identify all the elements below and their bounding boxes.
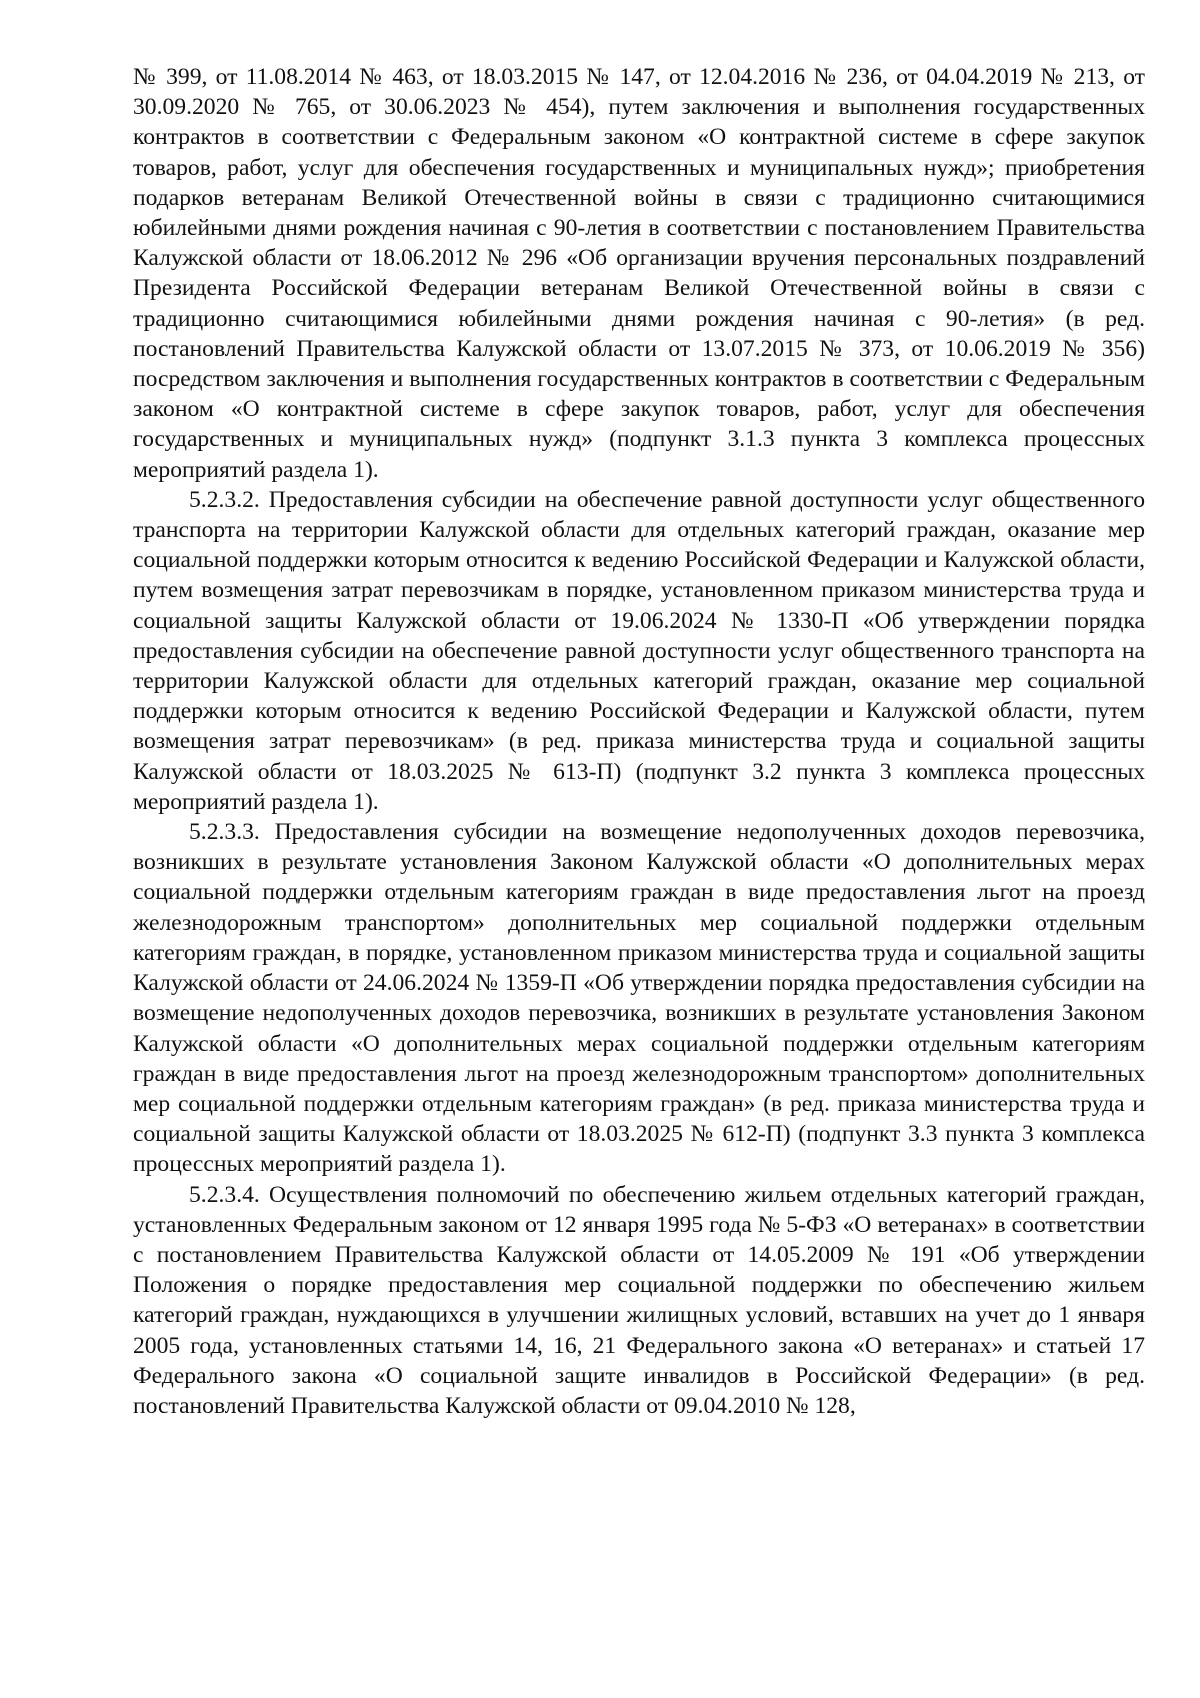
paragraph-5-2-3-4: 5.2.3.4. Осуществления полномочий по обеспечению жильем отдельных категорий граждан, установленных Федеральным законом от 12 января 1995 года № 5-ФЗ «О ветеранах» в соответствии с постановлением Правительства Калужской области от 14.05.2009 № 191 «Об утверждении Положения о порядке предоставления мер социальной поддержки по обеспечению жильем категорий граждан, нуждающихся в улучшении жилищных условий, вставших на учет до 1 января 2005 года, установленных статьями 14, 16, 21 Федерального закона «О ветеранах» и статьей 17 Федерального закона «О социальной защите инвалидов в Российской Федерации» (в ред. постановлений Правительства Калужской области от 09.04.2010 № 128, xyxy=(133,1181,1145,1419)
paragraph-5-2-3-3: 5.2.3.3. Предоставления субсидии на возмещение недополученных доходов перевозчика, возникших в результате установления Законом Калужской области «О дополнительных мерах социальной поддержки отдельным категориям граждан в виде предоставления льгот на проезд железнодорожным транспортом» дополнительных мер социальной поддержки отдельным категориям граждан, в порядке, установленном приказом министерства труда и социальной защиты Калужской области от 24.06.2024 № 1359-П «Об утверждении порядка предоставления субсидии на возмещение недополученных доходов перевозчика, возникших в результате установления Законом Калужской области «О дополнительных мерах социальной поддержки отдельным категориям граждан в виде предоставления льгот на проезд железнодорожным транспортом» дополнительных мер социальной поддержки отдельным категориям граждан» (в ред. приказа министерства труда и социальной защиты Калужской области от 18.03.2025 № 612-П) (подпункт 3.3 пункта 3 комплекса процессных мероприятий раздела 1). xyxy=(133,819,1145,1178)
paragraph-5-2-3-2: 5.2.3.2. Предоставления субсидии на обеспечение равной доступности услуг общественного транспорта на территории Калужской области для отдельных категорий граждан, оказание мер социальной поддержки которым относится к ведению Российской Федерации и Калужской области, путем возмещения затрат перевозчикам в порядке, установленном приказом министерства труда и социальной защиты Калужской области от 19.06.2024 № 1330-П «Об утверждении порядка предоставления субсидии на обеспечение равной доступности услуг общественного транспорта на территории Калужской области для отдельных категорий граждан, оказание мер социальной поддержки которым относится к ведению Российской Федерации и Калужской области, путем возмещения затрат перевозчикам» (в ред. приказа министерства труда и социальной защиты Калужской области от 18.03.2025 № 613-П) (подпункт 3.2 пункта 3 комплекса процессных мероприятий раздела 1). xyxy=(133,486,1145,815)
paragraph-continuation: № 399, от 11.08.2014 № 463, от 18.03.2015 № 147, от 12.04.2016 № 236, от 04.04.2019 № 213, от 30.09.2020 № 765, от 30.06.2023 № 454), путем заключения и выполнения государственных контрактов в соответствии с Федеральным законом «О контрактной системе в сфере закупок товаров, работ, услуг для обеспечения государственных и муниципальных нужд»; приобретения подарков ветеранам Великой Отечественной войны в связи с традиционно считающимися юбилейными днями рождения начиная с 90-летия в соответствии с постановлением Правительства Калужской области от 18.06.2012 № 296 «Об организации вручения персональных поздравлений Президента Российской Федерации ветеранам Великой Отечественной войны в связи с традиционно считающимися юбилейными днями рождения начиная с 90-летия» (в ред. постановлений Правительства Калужской области от 13.07.2015 № 373, от 10.06.2019 № 356) посредством заключения и выполнения государственных контрактов в соответствии с Федеральным законом «О контрактной системе в сфере закупок товаров, работ, услуг для обеспечения государственных и муниципальных нужд» (подпункт 3.1.3 пункта 3 комплекса процессных мероприятий раздела 1). xyxy=(133,64,1145,483)
document-page xyxy=(133,62,1145,1421)
